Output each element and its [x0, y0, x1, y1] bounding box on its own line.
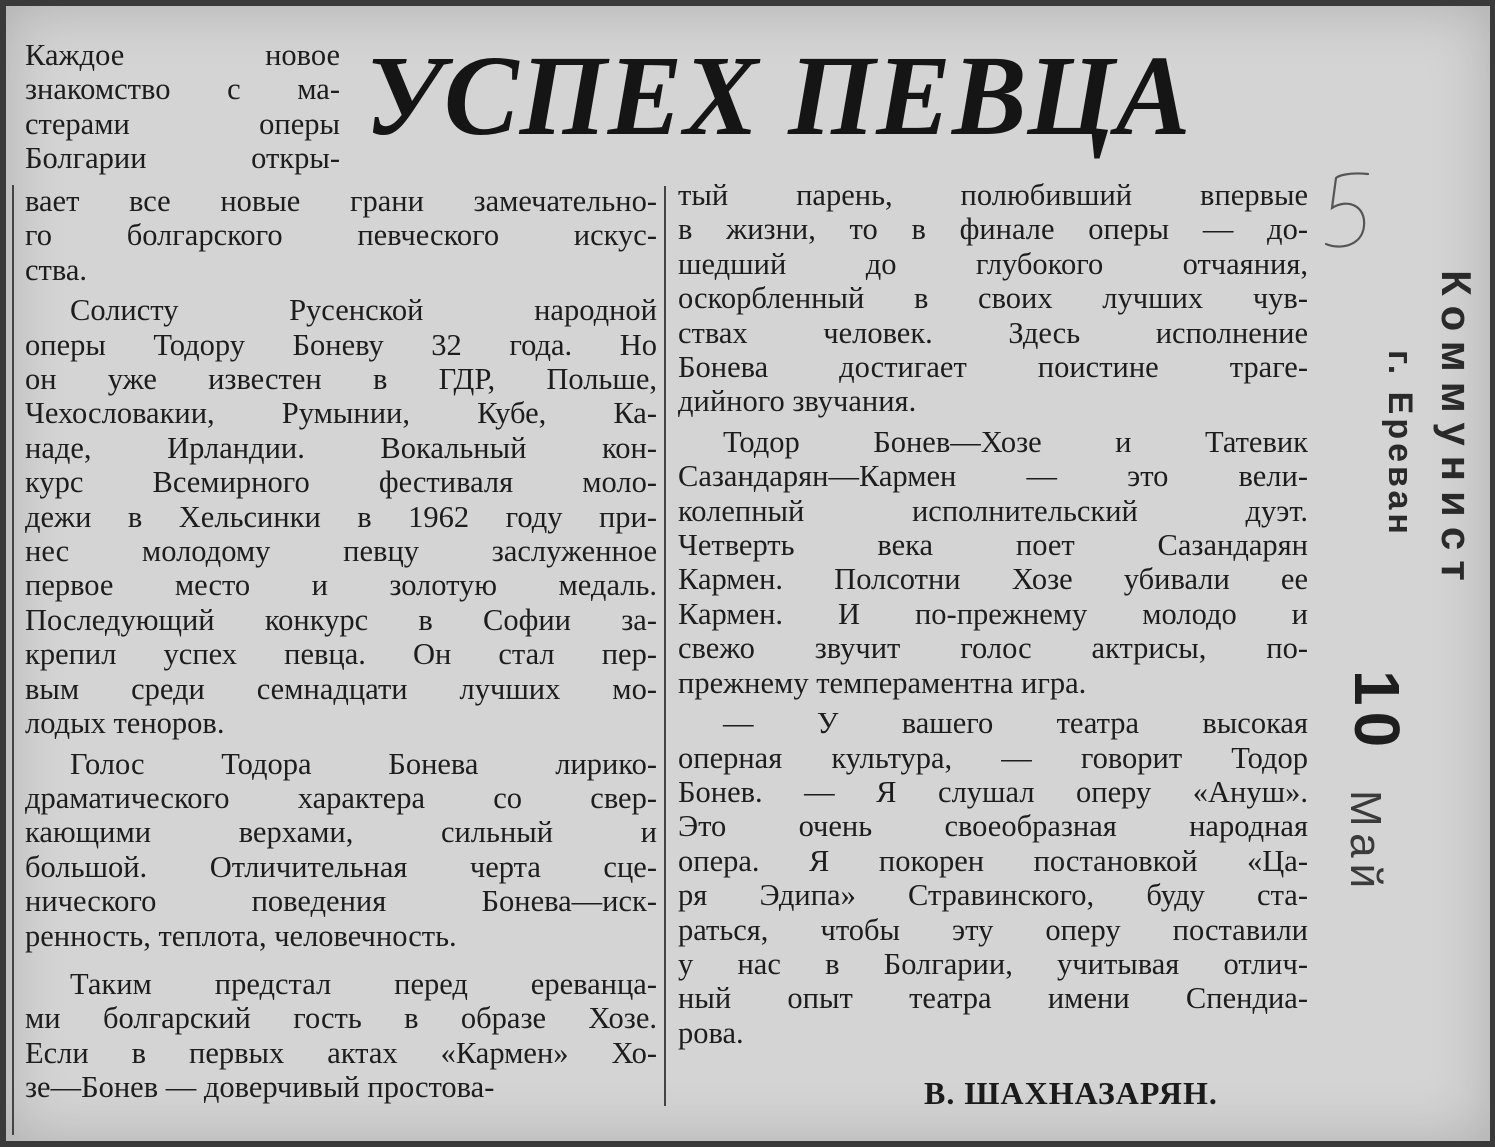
text-line: лодых теноров. [25, 706, 225, 741]
text-line: вает все новые грани замечательно- [25, 184, 657, 218]
text-line: колепный исполнительский дуэт. [678, 493, 1308, 528]
text-line: рова. [678, 1015, 744, 1050]
intro-paragraph [25, 38, 340, 176]
text-line: тый парень, полюбивший впервые [678, 178, 1308, 212]
text-line: Это очень своеобразная народная [678, 809, 1308, 844]
text-line: крепил успех певца. Он стал пер- [25, 637, 657, 672]
stamp-newspaper-name: Коммунист [1433, 270, 1480, 591]
text-line: оперная культура, — говорит Тодор [678, 740, 1308, 775]
text-line: ря Эдипа» Стравинского, буду ста- [678, 878, 1308, 913]
text-line: оскорбленный в своих лучших чув- [678, 281, 1308, 316]
text-line: го болгарского певческого искус- [25, 218, 657, 253]
text-line: нес молодому певцу заслуженное [25, 534, 657, 569]
text-line: наде, Ирландии. Вокальный кон- [25, 430, 657, 465]
text-line: зе—Бонев — доверчивый простова- [25, 1070, 495, 1105]
text-line: дежи в Хельсинки в 1962 году при- [25, 499, 657, 534]
text-line: курс Всемирного фестиваля моло- [25, 465, 657, 500]
text-line: ми болгарский гость в образе Хозе. [25, 1001, 657, 1036]
text-line: Кармен. И по-прежнему молодо и [678, 596, 1308, 631]
text-line: первое место и золотую медаль. [25, 568, 657, 603]
text-line: шедший до глубокого отчаяния, [678, 246, 1308, 281]
text-line: свежо звучит голос актрисы, по- [678, 631, 1308, 666]
author-byline: В. ШАХНАЗАРЯН. [924, 1075, 1218, 1111]
column-divider [664, 186, 666, 1106]
text-line: Бонев. — Я слушал оперу «Ануш». [678, 774, 1308, 809]
text-line: знакомство с ма- [25, 72, 340, 107]
stamp-day: 10 [1341, 670, 1413, 754]
text-line: Голос Тодора Бонева лирико- [70, 746, 657, 781]
text-line: раться, чтобы эту оперу поставили [678, 912, 1308, 947]
date-stamp [1340, 270, 1480, 930]
text-line: драматического характера со свер- [25, 780, 657, 815]
column-rule-left [12, 185, 14, 1135]
text-line: Болгарии откры- [25, 141, 340, 176]
stamp-month: Май [1341, 790, 1390, 895]
text-line: дийного звучания. [678, 384, 917, 419]
text-line: оперы Тодору Боневу 32 года. Но [25, 327, 657, 362]
text-line: Кармен. Полсотни Хозе убивали ее [678, 562, 1308, 597]
text-line: ренность, теплота, человечность. [25, 918, 457, 953]
text-line: большой. Отличительная черта сце- [25, 849, 657, 884]
left-column [25, 184, 657, 1105]
text-line: ствах человек. Здесь исполнение [678, 315, 1308, 350]
text-line: — У вашего театра высокая [723, 706, 1308, 741]
text-line: Последующий конкурс в Софии за- [25, 602, 657, 637]
handwritten-mark [1318, 168, 1378, 258]
text-line: он уже известен в ГДР, Польше, [25, 362, 657, 397]
text-line: стерами оперы [25, 106, 340, 141]
text-line: Солисту Русенской народной [70, 293, 657, 328]
text-line: прежнему темпераментна игра. [678, 665, 1087, 700]
right-column [678, 178, 1308, 1050]
headline: УСПЕХ ПЕВЦА [365, 32, 1192, 160]
text-line: Сазандарян—Кармен — это вели- [678, 459, 1308, 494]
text-line: Чехословакии, Румынии, Кубе, Ка- [25, 396, 657, 431]
text-line: Бонева достигает поистине траге- [678, 350, 1308, 385]
text-line: нического поведения Бонева—иск- [25, 884, 657, 919]
text-line: Если в первых актах «Кармен» Хо- [25, 1035, 657, 1070]
text-line: кающими верхами, сильный и [25, 815, 657, 850]
text-line: в жизни, то в финале оперы — до- [678, 212, 1308, 247]
text-line: ный опыт театра имени Спендиа- [678, 981, 1308, 1016]
text-line: ства. [25, 252, 88, 287]
stamp-city: г. Ереван [1381, 350, 1419, 538]
text-line: Каждое новое [25, 38, 340, 72]
text-line: Тодор Бонев—Хозе и Татевик [723, 424, 1308, 459]
text-line: у нас в Болгарии, учитывая отлич- [678, 946, 1308, 981]
text-line: Таким предстал перед ереванца- [70, 966, 657, 1001]
text-line: Четверть века поет Сазандарян [678, 528, 1308, 563]
text-line: вым среди семнадцати лучших мо- [25, 671, 657, 706]
text-line: опера. Я покорен постановкой «Ца- [678, 843, 1308, 878]
